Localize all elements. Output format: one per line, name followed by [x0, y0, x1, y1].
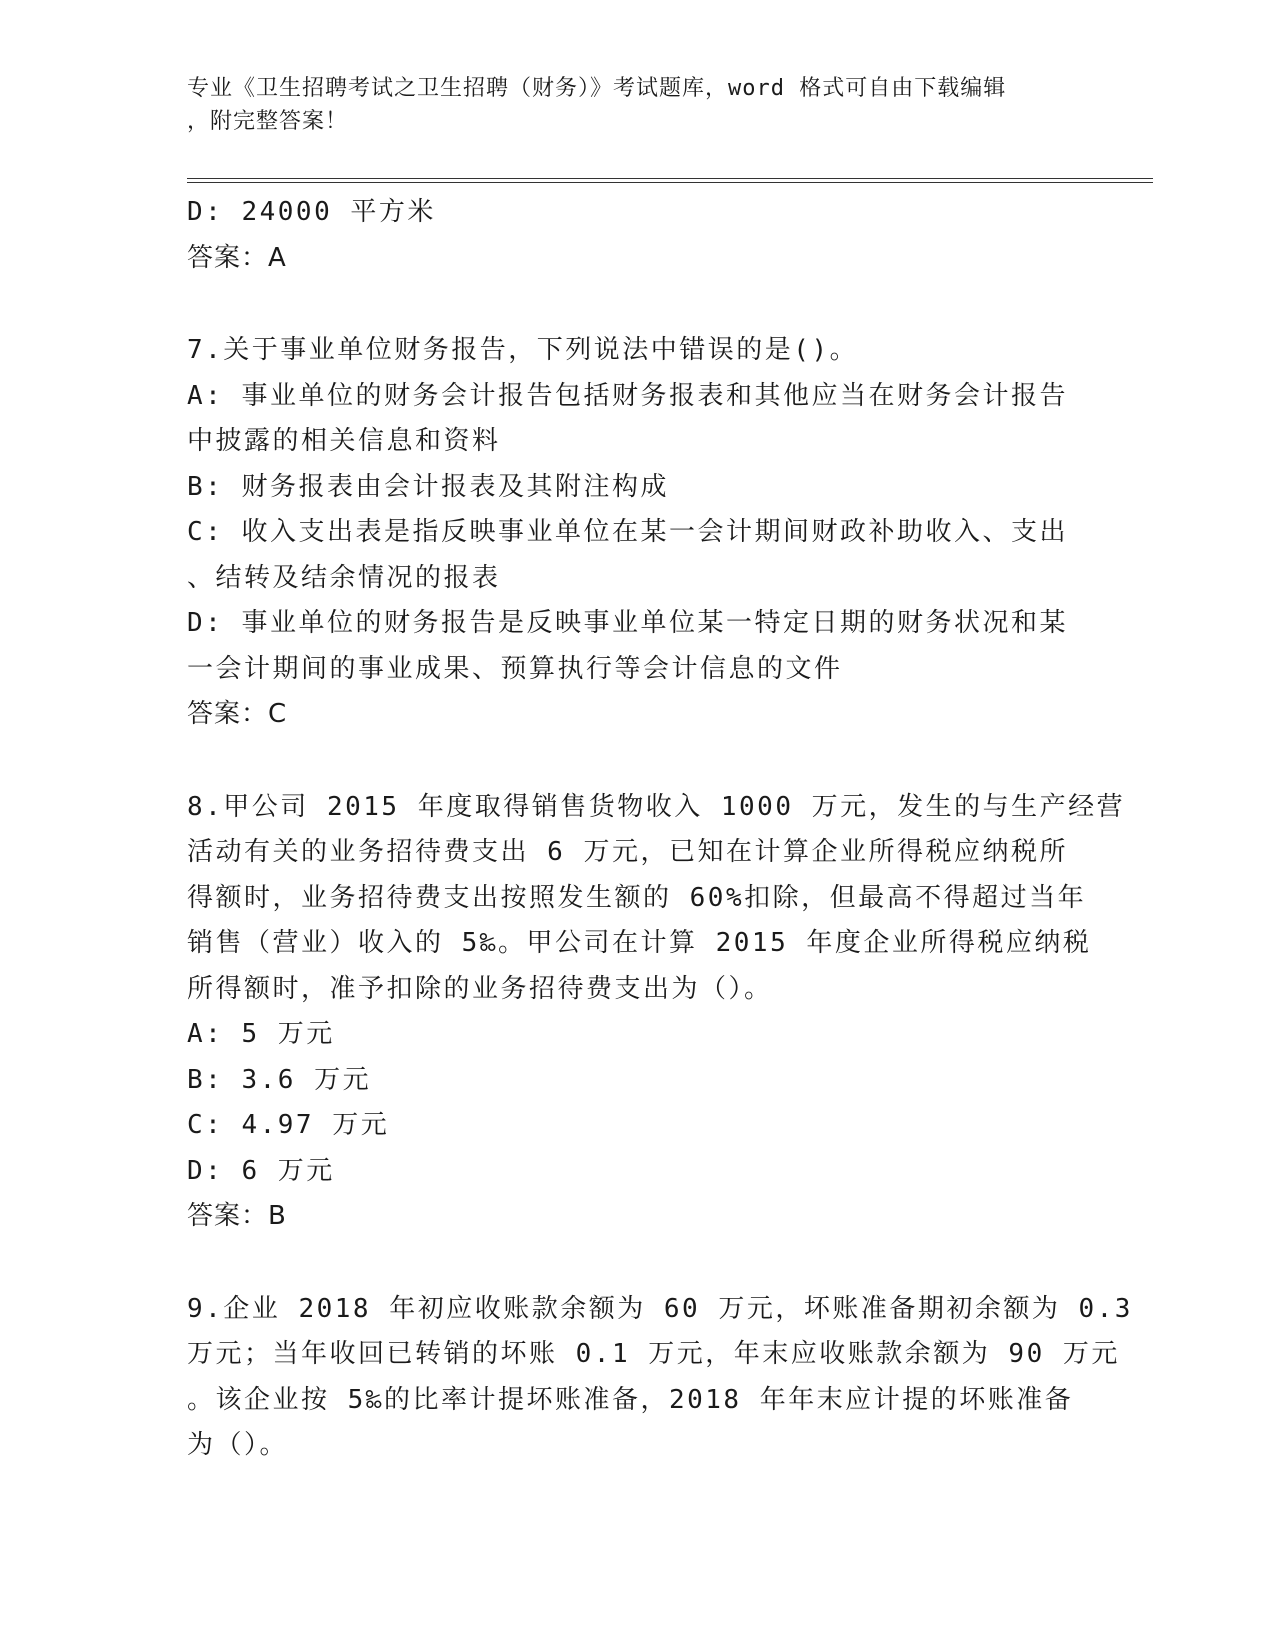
answer-label: 答案：C — [187, 699, 288, 729]
spacer — [187, 738, 1087, 785]
option-c-continued: 、结转及结余情况的报表 — [187, 562, 501, 593]
header-divider-top — [187, 178, 1153, 179]
option-b: B: 财务报表由会计报表及其附注构成 — [187, 471, 669, 502]
question-stem-continued: 所得额时，准予扣除的业务招待费支出为（）。 — [187, 973, 773, 1004]
option-d: D: 事业单位的财务报告是反映事业单位某一特定日期的财务状况和某 — [187, 608, 1068, 638]
question-stem: 7.关于事业单位财务报告，下列说法中错误的是()。 — [187, 335, 859, 365]
question-stem-continued: 万元；当年收回已转销的坏账 0.1 万元，年末应收账款余额为 90 万元 — [187, 1339, 1120, 1369]
question-stem: 8.甲公司 2015 年度取得销售货物收入 1000 万元，发生的与生产经营 — [187, 791, 1126, 822]
question-stem-continued: 销售（营业）收入的 5‰。甲公司在计算 2015 年度企业所得税应纳税 — [187, 928, 1092, 958]
option-d-continued: 一会计期间的事业成果、预算执行等会计信息的文件 — [187, 653, 843, 684]
option-c: C: 收入支出表是指反映事业单位在某一会计期间财政补助收入、支出 — [187, 517, 1068, 547]
option-d: D: 6 万元 — [187, 1155, 335, 1186]
question-stem-continued: 。该企业按 5‰的比率计提坏账准备，2018 年年末应计提的坏账准备 — [187, 1384, 1074, 1415]
header-divider-bottom — [187, 182, 1153, 183]
question-stem-continued: 活动有关的业务招待费支出 6 万元，已知在计算企业所得税应纳税所 — [187, 837, 1068, 867]
question-7 — [187, 328, 1087, 738]
option-a-continued: 中披露的相关信息和资料 — [187, 426, 501, 456]
spacer — [187, 1240, 1087, 1287]
header-line-2: ，附完整答案！ — [187, 109, 349, 134]
question-stem: 9.企业 2018 年初应收账款余额为 60 万元，坏账准备期初余额为 0.3 — [187, 1293, 1133, 1324]
answer-label: 答案：A — [187, 242, 287, 273]
document-header — [187, 72, 1067, 138]
question-6-tail — [187, 190, 1087, 281]
question-stem-continued: 为（）。 — [187, 1430, 289, 1460]
option-d: D: 24000 平方米 — [187, 197, 436, 227]
question-9 — [187, 1287, 1133, 1469]
question-8 — [187, 785, 1126, 1240]
question-content — [187, 190, 1133, 1469]
spacer — [187, 281, 1087, 328]
option-a: A: 事业单位的财务会计报告包括财务报表和其他应当在财务会计报告 — [187, 380, 1068, 411]
option-b: B: 3.6 万元 — [187, 1064, 372, 1095]
answer-label: 答案：B — [187, 1201, 287, 1231]
header-line-1: 专业《卫生招聘考试之卫生招聘（财务）》考试题库，word 格式可自由下载编辑 — [187, 76, 1007, 101]
question-stem-continued: 得额时，业务招待费支出按照发生额的 60%扣除，但最高不得超过当年 — [187, 882, 1087, 913]
option-a: A: 5 万元 — [187, 1019, 335, 1049]
option-c: C: 4.97 万元 — [187, 1110, 390, 1140]
